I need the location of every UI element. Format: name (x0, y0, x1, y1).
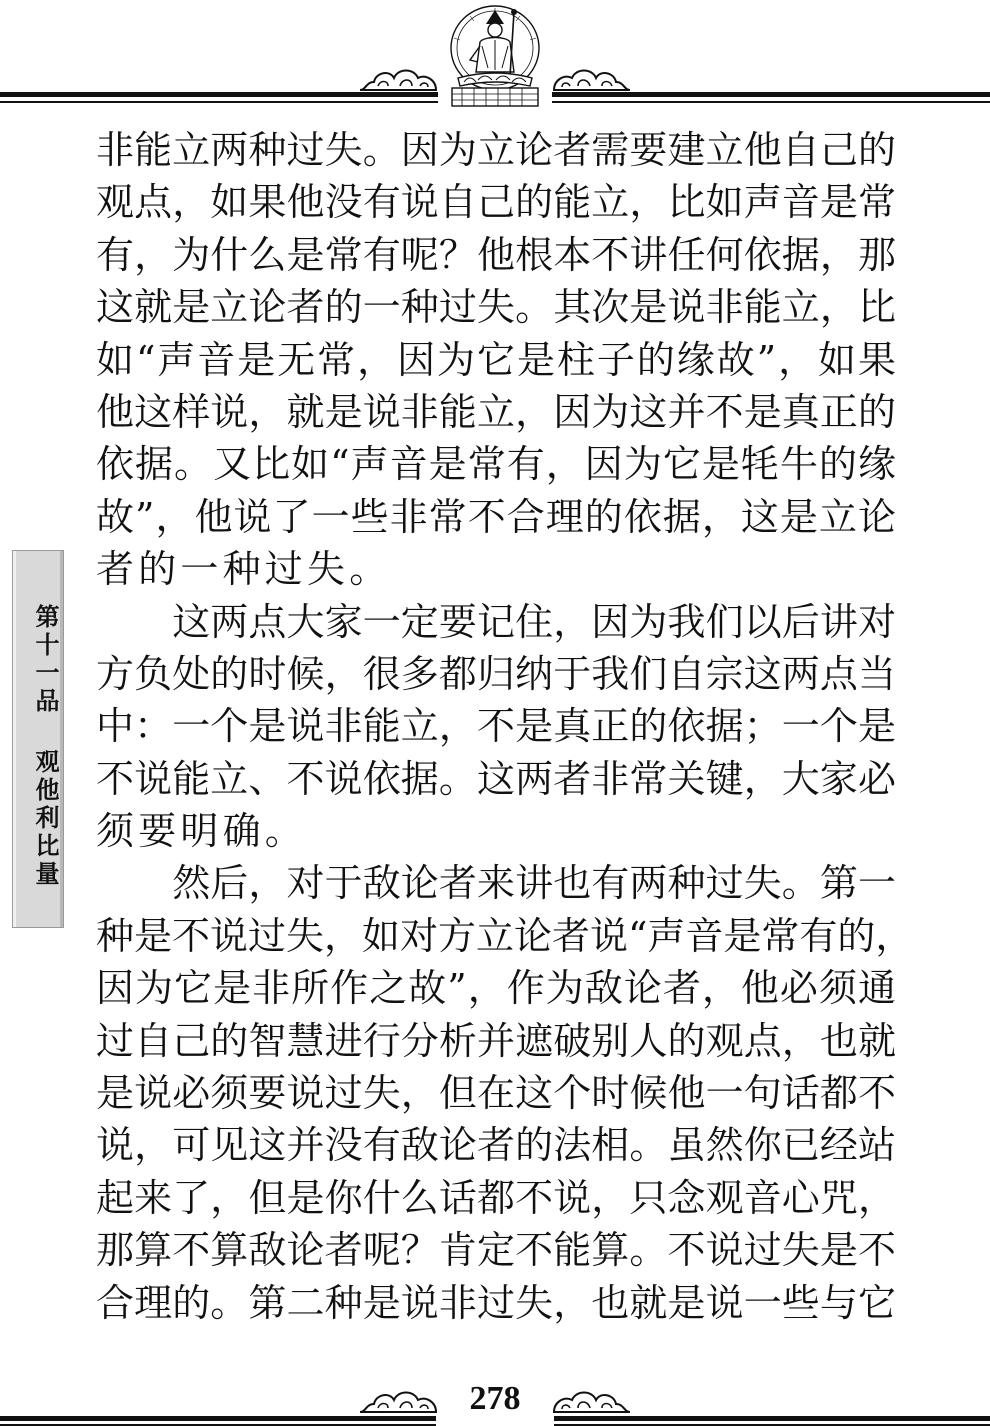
cloud-ornament-icon (550, 1386, 634, 1416)
text-line: 合理的。第二种是说非过失，也就是说一些与它 (96, 1280, 896, 1325)
cloud-ornament-icon (550, 64, 634, 94)
text-line: 是说必须要说过失，但在这个时候他一句话都不 (96, 1071, 896, 1116)
text-line: 起来了，但是你什么话都不说，只念观音心咒， (96, 1175, 896, 1220)
cloud-ornament-icon (356, 64, 440, 94)
text-line: 因为它是非所作之故”，作为敌论者，他必须通 (96, 966, 896, 1011)
text-line: 说，可见这并没有敌论者的法相。虽然你已经站 (96, 1123, 896, 1168)
text-line: 方负处的时候，很多都归纳于我们自宗这两点当 (96, 651, 896, 696)
text-line: 依据。又比如“声音是常有，因为它是牦牛的缘 (96, 442, 896, 487)
page-header-ornament (0, 0, 990, 115)
footer-rule-left-thick (0, 1416, 436, 1421)
text-line: 过自己的智慧进行分析并遮破别人的观点，也就 (96, 1018, 896, 1063)
page-number: 278 (469, 1380, 521, 1417)
body-text (96, 124, 914, 1329)
text-line: 故”，他说了一些非常不合理的依据，这是立论 (96, 494, 896, 539)
footer-rule-right-thick (554, 1416, 990, 1421)
text-line: 者的一种过失。 (96, 547, 392, 592)
chapter-side-tab-label: 第十一品 观他利比量 (31, 603, 60, 889)
text-line: 观点，如果他没有说自己的能立，比如声音是常 (96, 180, 896, 225)
text-line: 有，为什么是常有呢？他根本不讲任何依据，那 (96, 232, 896, 277)
text-line: 须要明确。 (96, 809, 308, 854)
text-line: 不说能立、不说依据。这两者非常关键，大家必 (96, 756, 896, 801)
text-line: 他这样说，就是说非能立，因为这并不是真正的 (96, 389, 896, 434)
page-footer (0, 1372, 990, 1426)
text-line: 非能立两种过失。因为立论者需要建立他自己的 (96, 128, 896, 172)
text-line: 这两点大家一定要记住，因为我们以后讲对 (96, 599, 896, 644)
header-rule-right-thin (552, 101, 990, 103)
chapter-side-tab (12, 550, 64, 928)
text-line: 中：一个是说非能立，不是真正的依据；一个是 (96, 704, 896, 749)
text-line: 然后，对于敌论者来讲也有两种过失。第一 (96, 861, 896, 906)
deity-figure-icon (440, 2, 550, 110)
text-line: 如“声音是无常，因为它是柱子的缘故”，如果 (96, 337, 896, 382)
text-line: 种是不说过失，如对方立论者说“声音是常有的， (96, 913, 914, 958)
header-rule-left-thin (0, 101, 438, 103)
text-line: 这就是立论者的一种过失。其次是说非能立，比 (96, 285, 896, 330)
text-line: 那算不算敌论者呢？肯定不能算。不说过失是不 (96, 1228, 896, 1273)
cloud-ornament-icon (356, 1386, 440, 1416)
